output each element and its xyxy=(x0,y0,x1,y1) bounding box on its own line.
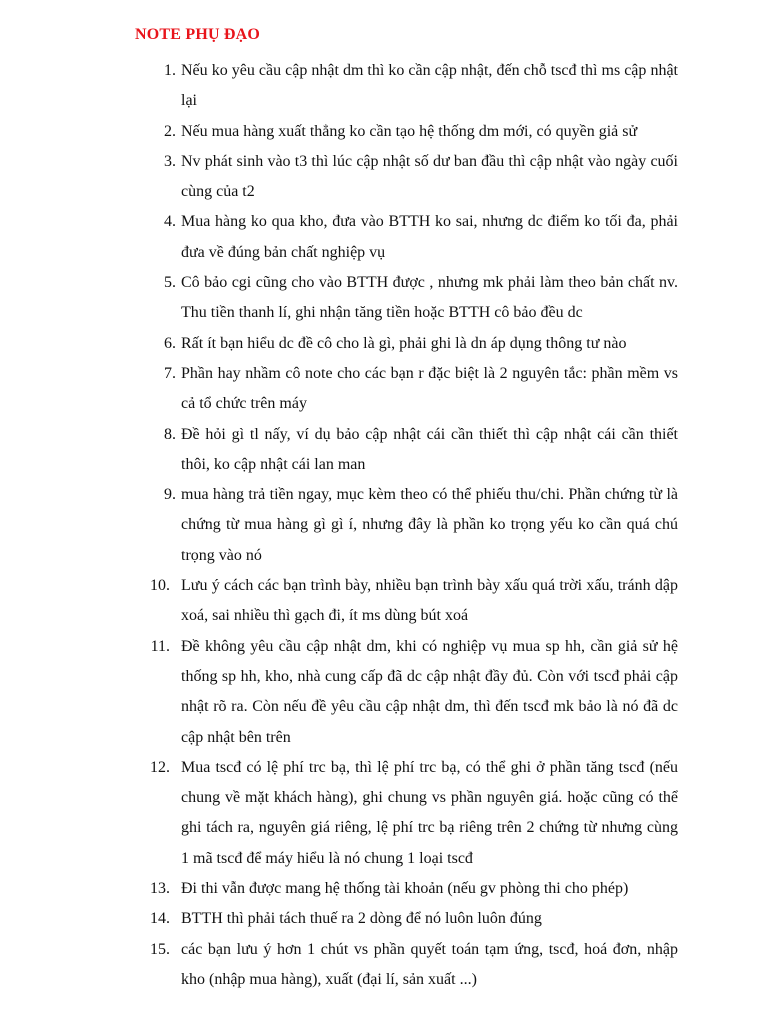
note-item xyxy=(0,268,678,329)
note-item xyxy=(0,571,678,632)
note-item xyxy=(0,147,678,208)
note-number: 3. xyxy=(164,152,176,170)
note-text: Nếu ko yêu cầu cập nhật dm thì ko cần cập nhật, đến chỗ tscđ thì ms cập nhật lại xyxy=(181,62,678,110)
note-item xyxy=(0,753,678,874)
note-number: 14. xyxy=(150,910,170,928)
note-text: Nv phát sinh vào t3 thì lúc cập nhật số dư ban đầu thì cập nhật vào ngày cuối cùng của t2 xyxy=(181,152,678,201)
note-item xyxy=(0,56,678,117)
note-text: Mua tscđ có lệ phí trc bạ, thì lệ phí trc bạ, có thể ghi ở phần tăng tscđ (nếu chung về mặt khách hàng), ghi chung vs phần nguyên giá. hoặc cũng có thể ghi tách ra, nguyên giá riêng, lệ phí trc bạ riêng trên 2 chứng từ nhưng cùng 1 mã tscđ để máy hiểu là nó chung 1 loại tscđ xyxy=(181,758,678,867)
note-text: Cô bảo cgi cũng cho vào BTTH được , nhưng mk phải làm theo bản chất nv. Thu tiền thanh lí, ghi nhận tăng tiền hoặc BTTH cô bảo đều dc xyxy=(181,274,678,322)
note-text: Phần hay nhầm cô note cho các bạn r đặc biệt là 2 nguyên tắc: phần mềm vs cả tổ chức trên máy xyxy=(181,364,678,413)
note-number: 4. xyxy=(164,213,176,231)
note-item xyxy=(0,420,678,481)
note-number: 1. xyxy=(164,62,176,79)
note-item xyxy=(0,329,678,359)
note-item xyxy=(0,359,678,420)
note-item xyxy=(0,632,678,753)
note-number: 5. xyxy=(164,274,176,292)
note-text: Đề không yêu cầu cập nhật dm, khi có nghiệp vụ mua sp hh, cần giả sử hệ thống sp hh, kho, nhà cung cấp đã dc cập nhật đầy đủ. Còn với tscđ phải cập nhật rõ ra. Còn nếu đề yêu cầu cập nhật dm, thì đến tscđ mk bảo là nó đã dc cập nhật bên trên xyxy=(181,637,678,746)
note-text: Nếu mua hàng xuất thẳng ko cần tạo hệ thống dm mới, có quyền giả sử xyxy=(181,122,638,140)
note-number: 8. xyxy=(164,425,176,443)
note-number: 2. xyxy=(164,122,176,140)
note-number: 11. xyxy=(150,637,170,655)
note-text: Đề hỏi gì tl nấy, ví dụ bảo cập nhật cái cần thiết thì cập nhật cái cần thiết thôi, ko cập nhật cái lan man xyxy=(181,425,678,473)
note-item xyxy=(0,480,678,571)
note-number: 15. xyxy=(150,940,170,958)
note-item xyxy=(0,207,678,268)
note-number: 6. xyxy=(164,334,176,352)
note-item xyxy=(0,874,678,904)
note-text: Lưu ý cách các bạn trình bày, nhiều bạn trình bày xấu quá trời xấu, tránh dập xoá, sai nhiều thì gạch đi, ít ms dùng bút xoá xyxy=(181,577,678,625)
note-text: Mua hàng ko qua kho, đưa vào BTTH ko sai, nhưng dc điểm ko tối đa, phải đưa về đúng bản chất nghiệp vụ xyxy=(181,213,678,261)
note-number: 12. xyxy=(150,758,170,776)
note-number: 10. xyxy=(150,577,170,595)
note-text: Rất ít bạn hiểu dc đề cô cho là gì, phải ghi là dn áp dụng thông tư nào xyxy=(181,334,627,352)
notes-list xyxy=(0,56,768,995)
note-text: các bạn lưu ý hơn 1 chút vs phần quyết toán tạm ứng, tscđ, hoá đơn, nhập kho (nhập mua hàng), xuất (đại lí, sản xuất ...) xyxy=(181,940,678,988)
note-item xyxy=(0,904,678,934)
note-item xyxy=(0,935,678,996)
page-title: NOTE PHỤ ĐẠO xyxy=(135,26,261,43)
note-text: Đi thi vẫn được mang hệ thống tài khoản (nếu gv phòng thi cho phép) xyxy=(181,880,629,898)
note-item xyxy=(0,117,678,147)
note-number: 9. xyxy=(164,486,176,504)
note-text: mua hàng trả tiền ngay, mục kèm theo có thể phiếu thu/chi. Phần chứng từ là chứng từ mua hàng gì gì í, nhưng đây là phần ko trọng yếu ko cần quá chú trọng vào nó xyxy=(181,486,678,564)
note-number: 13. xyxy=(150,880,170,898)
note-number: 7. xyxy=(164,364,176,382)
note-text: BTTH thì phải tách thuế ra 2 dòng để nó luôn luôn đúng xyxy=(181,910,542,928)
